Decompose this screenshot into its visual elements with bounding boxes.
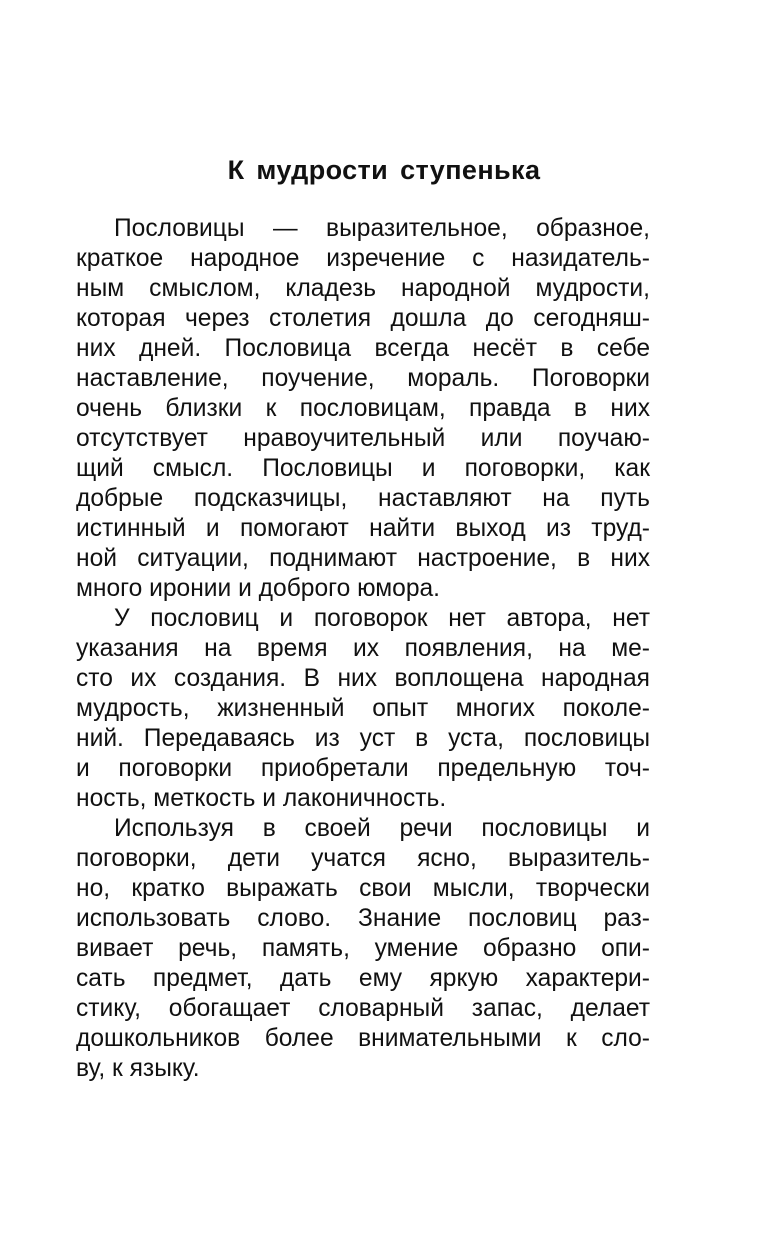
paragraph-3-line: дошкольников более внимательными к сло- [76,1025,650,1052]
paragraph-2-line: мудрость, жизненный опыт многих поколе- [76,695,650,722]
paragraph-2-line: сто их создания. В них воплощена народная [76,665,650,692]
paragraph-3-line: сать предмет, дать ему яркую характери- [76,965,650,992]
paragraph-1-line: ным смыслом, кладезь народной мудрости, [76,275,650,302]
paragraph-2-line: ний. Передаваясь из уст в уста, пословицы [76,725,650,752]
paragraph-3-line: ву, к языку. [76,1055,200,1082]
body-text [76,214,650,1084]
paragraph-1-line: ной ситуации, поднимают настроение, в них [76,545,650,572]
paragraph-2-line: указания на время их появления, на ме- [76,635,650,662]
paragraph-1-line: много иронии и доброго юмора. [76,575,441,602]
paragraph-1-line: щий смысл. Пословицы и поговорки, как [76,455,650,482]
paragraph-1-line: очень близки к пословицам, правда в них [76,395,650,422]
paragraph-3-line: стику, обогащает словарный запас, делает [76,995,650,1022]
paragraph-3-line: использовать слово. Знание пословиц раз- [76,905,650,932]
paragraph-1-line: которая через столетия дошла до сегодняш- [76,305,650,332]
paragraph-1-line: Пословицы — выразительное, образное, [114,215,650,242]
paragraph-2-line: У пословиц и поговорок нет автора, нет [114,605,650,632]
paragraph-1-line: добрые подсказчицы, наставляют на путь [76,485,650,512]
paragraph-1-line: отсутствует нравоучительный или поучаю- [76,425,650,452]
page-title: К мудрости ступенька [227,155,541,185]
paragraph-1-line: истинный и помогают найти выход из труд- [76,515,650,542]
paragraph-2-line: и поговорки приобретали предельную точ- [76,755,650,782]
paragraph-2-line: ность, меткость и лаконичность. [76,785,447,812]
paragraph-1-line: них дней. Пословица всегда несёт в себе [76,335,650,362]
paragraph-1-line: наставление, поучение, мораль. Поговорки [76,365,650,392]
paragraph-3-line: вивает речь, память, умение образно опи- [76,935,650,962]
paragraph-3-line: поговорки, дети учатся ясно, выразитель- [76,845,650,872]
paragraph-3-line: Используя в своей речи пословицы и [114,815,650,842]
paragraph-3-line: но, кратко выражать свои мысли, творчески [76,875,650,902]
paragraph-1-line: краткое народное изречение с назидатель- [76,245,650,272]
